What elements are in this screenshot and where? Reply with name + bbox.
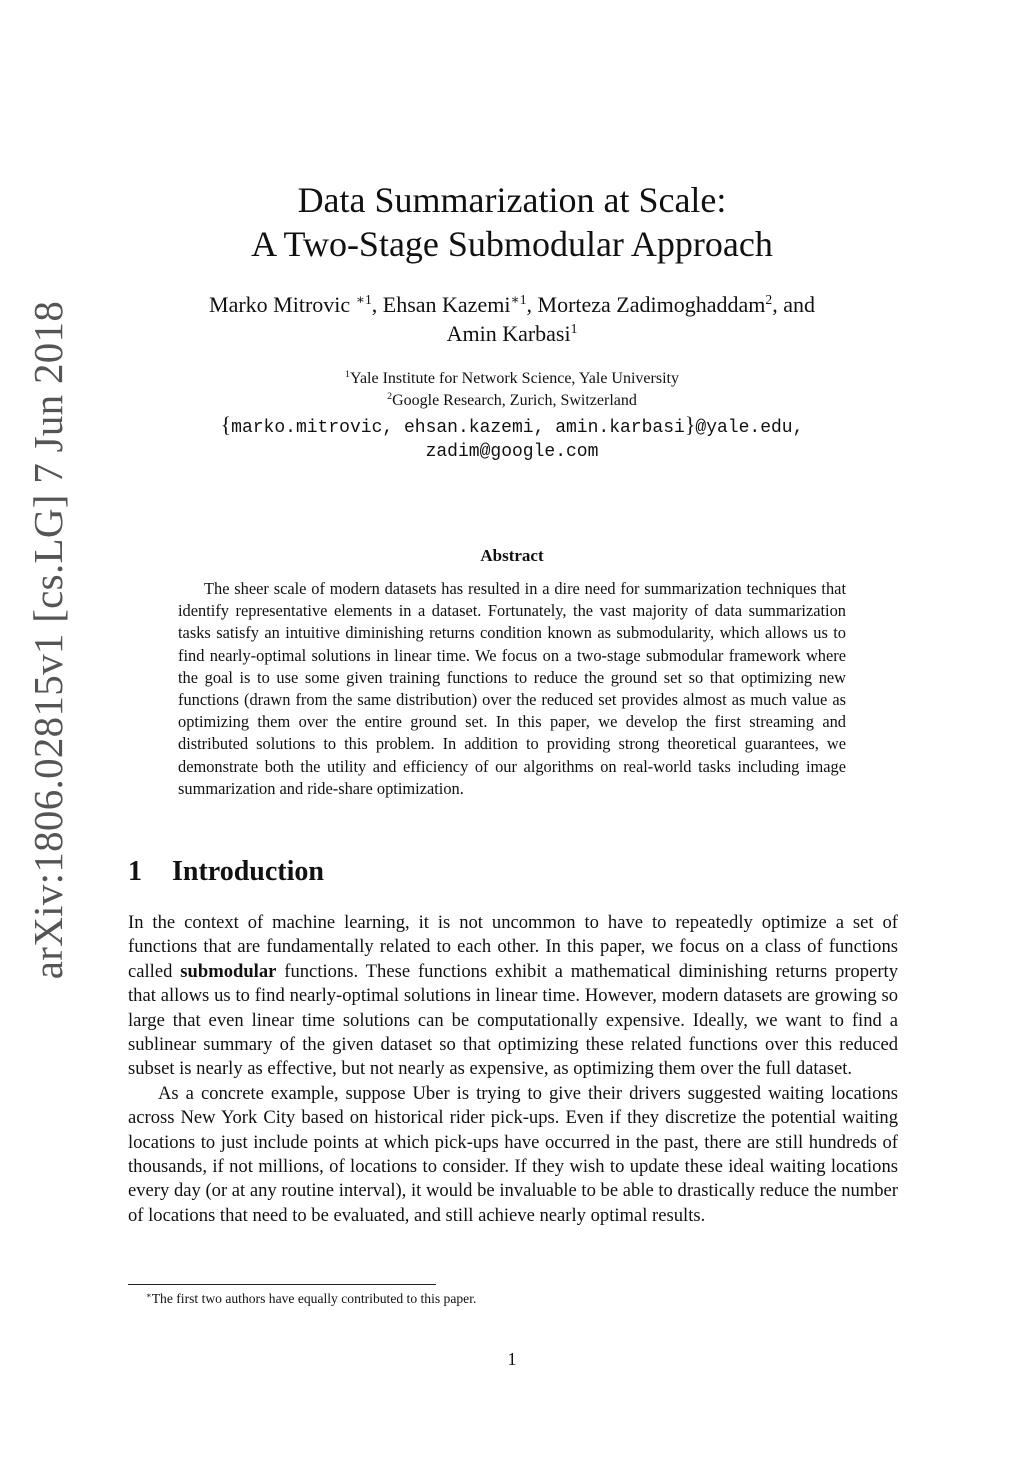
page-number: 1: [507, 1349, 517, 1369]
abstract-body: The sheer scale of modern datasets has resulted in a dire need for summarization techniques that identify representative elements in a dataset. Fortunately, the vast majority of data summarization tasks satisfy an intuitive diminishing returns condition known as submodularity, which allows us to find nearly-optimal solutions in linear time. We focus on a two-stage submodular framework where the goal is to use some given training functions to reduce the ground set so that optimizing new functions (drawn from the same distribution) over the reduced set provides almost as much value as optimizing them over the entire ground set. In this paper, we develop the first streaming and distributed solutions to this problem. In addition to providing strong theoretical guarantees, we demonstrate both the utility and efficiency of our algorithms on real-world tasks including image summarization and ride-share optimization.: [178, 579, 846, 798]
author-marker: 1: [570, 320, 578, 336]
author-marker: 2: [765, 291, 773, 307]
footnote-marker: ∗: [146, 1289, 152, 1300]
author-name: Amin Karbasi: [446, 321, 571, 346]
abstract-heading: Abstract: [480, 546, 544, 565]
email-line-2: zadim@google.com: [425, 442, 599, 462]
affiliation-marker: 1: [345, 369, 350, 381]
author-conjunction: , and: [772, 292, 815, 317]
email-names: marko.mitrovic, ehsan.kazemi, amin.karbasi: [231, 418, 685, 438]
email-line-1: [0, 413, 1024, 440]
author-line-1: [0, 290, 1024, 319]
emphasis-term: submodular: [180, 960, 277, 982]
author-marker: ∗1: [510, 291, 527, 307]
author-list: [0, 290, 1024, 348]
author-name: , Morteza Zadimoghaddam: [526, 292, 766, 317]
author-marker: ∗1: [355, 291, 372, 307]
paragraph: [128, 911, 898, 1082]
footnote-text: The first two authors have equally contributed to this paper.: [151, 1291, 477, 1306]
affiliation-text: Google Research, Zurich, Switzerland: [392, 392, 637, 409]
footnote-divider: [128, 1284, 436, 1285]
affiliation-marker: 2: [387, 391, 393, 403]
arxiv-identifier-stamp: arXiv:1806.02815v1 [cs.LG] 7 Jun 2018: [25, 300, 71, 980]
affiliation-2: [0, 390, 1024, 412]
author-name: Marko Mitrovic: [209, 292, 356, 317]
brace-close: }: [684, 412, 696, 437]
email-domain: @yale.edu,: [695, 418, 804, 438]
affiliation-text: Yale Institute for Network Science, Yale University: [349, 370, 679, 387]
brace-open: {: [220, 412, 232, 437]
paragraph: As a concrete example, suppose Uber is trying to give their drivers suggested waiting locations across New York City based on historical rider pick-ups. Even if they discretize the potential waiting locations to just include points at which pick-ups have occurred in the past, there are still hundreds of thousands, if not millions, of locations to consider. If they wish to update these ideal waiting locations every day (or at any routine interval), it would be invaluable to be able to drastically reduce the number of locations that need to be evaluated, and still achieve nearly optimal results.: [128, 1082, 898, 1226]
section-title: Introduction: [172, 856, 324, 887]
author-line-2: [0, 319, 1024, 348]
author-emails: [0, 413, 1024, 464]
author-name: , Ehsan Kazemi: [371, 292, 511, 317]
affiliation-1: [0, 368, 1024, 390]
paper-title: [0, 178, 1024, 266]
paragraph-text: functions. These functions exhibit a mathematical diminishing returns property that allows us to find nearly-optimal solutions in linear time. However, modern datasets are growing so large that even linear time solutions can be computationally expensive. Ideally, we want to find a sublinear summary of the given dataset so that optimizing these related functions over this reduced subset is nearly as effective, but not nearly as expensive, as optimizing them over the full dataset.: [128, 960, 898, 1080]
footnote: [128, 1291, 476, 1307]
introduction-body: [128, 911, 898, 1228]
section-heading-introduction: [128, 856, 324, 888]
title-line-2: A Two-Stage Submodular Approach: [251, 224, 773, 264]
section-number: 1: [128, 856, 142, 887]
title-line-1: Data Summarization at Scale:: [297, 180, 727, 220]
paragraph-text: In the context of machine learning, it is not uncommon to have to repeatedly optimize a set of functions that are fundamentally related to each other. In this paper, we focus on a class of functions called: [128, 912, 898, 982]
affiliations: [0, 368, 1024, 412]
